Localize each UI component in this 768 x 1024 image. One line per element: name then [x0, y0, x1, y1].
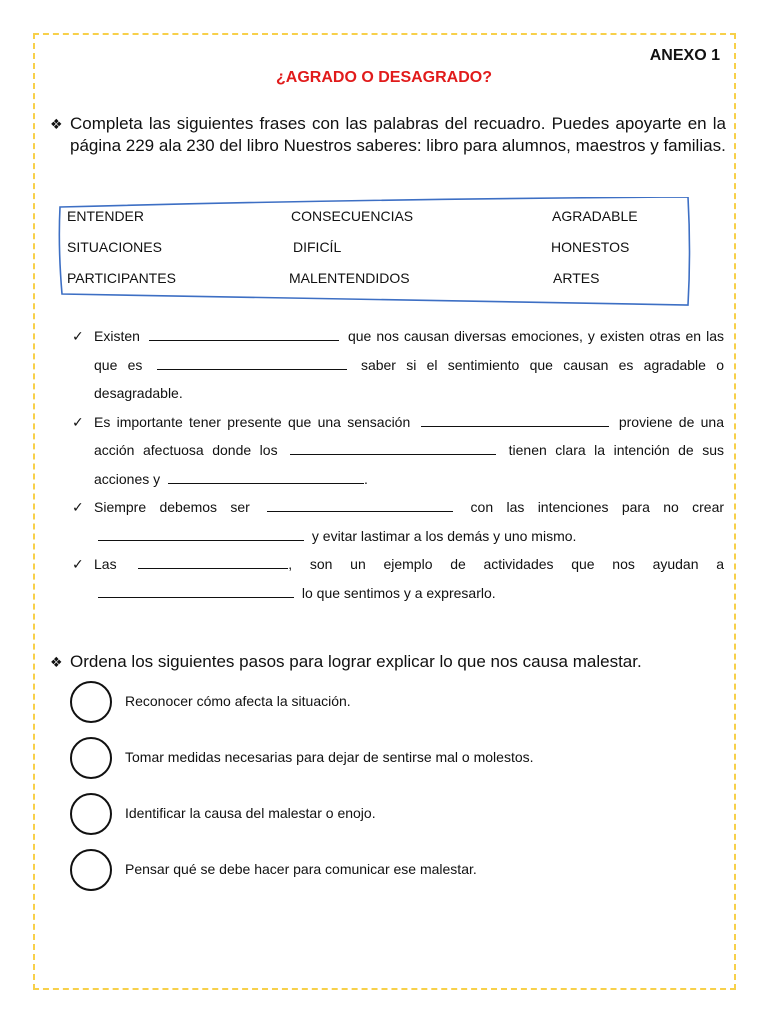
sentence-period: . — [364, 470, 368, 487]
diamond-bullet-icon: ❖ — [50, 116, 63, 132]
diamond-bullet-icon: ❖ — [50, 654, 63, 670]
word-honestos: HONESTOS — [551, 239, 630, 255]
blank-field[interactable] — [421, 412, 609, 427]
step-label: Pensar qué se debe hacer para comunicar ese malestar. — [125, 861, 477, 877]
instruction-order — [50, 651, 726, 673]
word-consecuencias: CONSECUENCIAS — [291, 208, 414, 224]
annex-label: ANEXO 1 — [649, 47, 720, 64]
sentence-text: saber si el sentimiento que causan es agradable o desagradable. — [94, 356, 724, 401]
word-artes: ARTES — [553, 270, 600, 286]
sentence-text: con las intenciones para no crear — [470, 499, 725, 515]
word-situaciones: SITUACIONES — [67, 239, 162, 255]
sentence-text: proviene de una acción afectuosa donde los — [94, 413, 725, 458]
blank-field[interactable] — [267, 497, 453, 512]
blank-field[interactable] — [98, 526, 304, 541]
checkmark-icon: ✓ — [72, 556, 84, 572]
order-circle[interactable] — [70, 737, 112, 779]
checkmark-icon: ✓ — [72, 328, 84, 344]
sentence-text: que nos causan diversas emociones, y existen otras en las que es — [94, 328, 724, 373]
instruction-text: Ordena los siguientes pasos para lograr explicar lo que nos causa malestar. — [70, 652, 642, 671]
order-circle[interactable] — [70, 849, 112, 891]
word-participantes: PARTICIPANTES — [67, 270, 176, 286]
page-title: ¿AGRADO O DESAGRADO? — [276, 69, 492, 86]
step-item — [70, 681, 630, 727]
sentence-text: Las — [94, 556, 117, 572]
blank-field[interactable] — [157, 355, 347, 370]
instruction-text: Completa las siguientes frases con las palabras del recuadro. Puedes apoyarte en la página 229 ala 230 del libro Nuestros saberes: libro para alumnos, maestros y familias. — [70, 114, 726, 155]
blank-field[interactable] — [138, 554, 288, 569]
blank-field[interactable] — [168, 469, 364, 484]
word-entender: ENTENDER — [67, 208, 145, 224]
order-circle[interactable] — [70, 793, 112, 835]
sentence-item — [72, 322, 724, 408]
step-item — [70, 849, 630, 895]
step-item — [70, 793, 630, 839]
sentence-text: Es importante tener presente que una sensación — [94, 413, 411, 430]
step-label: Tomar medidas necesarias para dejar de sentirse mal o molestos. — [125, 749, 534, 765]
sentence-text: y evitar lastimar a los demás y uno mismo. — [311, 527, 577, 544]
instruction-complete — [50, 113, 726, 157]
sentence-list — [72, 322, 724, 607]
sentence-item — [72, 408, 724, 494]
step-label: Reconocer cómo afecta la situación. — [125, 693, 351, 709]
checkmark-icon: ✓ — [72, 499, 84, 515]
word-malentendidos: MALENTENDIDOS — [289, 270, 410, 286]
blank-field[interactable] — [98, 583, 294, 598]
sentence-item — [72, 550, 724, 607]
sentence-text: Siempre debemos ser — [94, 499, 250, 515]
word-box — [58, 197, 692, 307]
sentence-text: tienen clara la intención de sus acciones y — [94, 442, 725, 487]
sentence-text: lo que sentimos y a expresarlo. — [301, 584, 496, 601]
sentence-text: , son un ejemplo de actividades que nos ayudan a — [288, 556, 724, 572]
sentence-item — [72, 493, 724, 550]
step-label: Identificar la causa del malestar o enojo. — [125, 805, 376, 821]
checkmark-icon: ✓ — [72, 413, 84, 430]
step-item — [70, 737, 630, 783]
sentence-text: Existen — [94, 328, 140, 344]
word-agradable: AGRADABLE — [552, 208, 638, 224]
word-dificil: DIFICÍL — [293, 239, 342, 255]
order-circle[interactable] — [70, 681, 112, 723]
blank-field[interactable] — [149, 326, 339, 341]
blank-field[interactable] — [290, 440, 496, 455]
